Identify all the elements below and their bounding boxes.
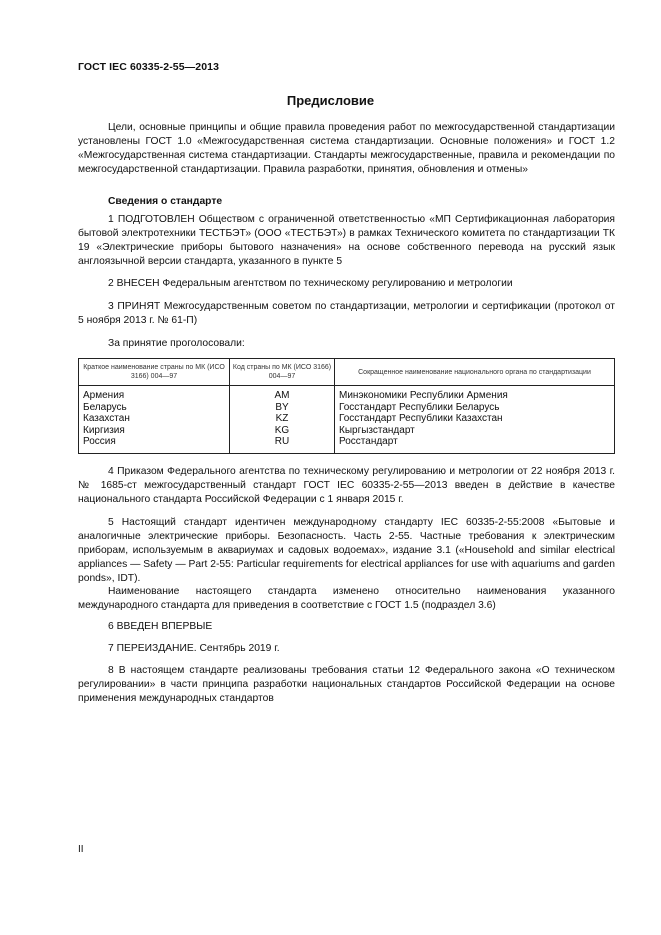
voted-label: За принятие проголосовали:	[108, 338, 245, 349]
item-3-paragraph: 3 ПРИНЯТ Межгосударственным советом по стандартизации, метрологии и сертификации (протокол от 5 ноября 2013 г. № 61-П)	[78, 301, 615, 326]
country-name: Киргизия	[83, 424, 125, 436]
country-code: KZ	[275, 413, 289, 424]
standards-body: Минэкономики Республики Армения	[339, 390, 508, 401]
intro-paragraph: Цели, основные принципы и общие правила проведения работ по межгосударственной стандартизации установлены ГОСТ 1.0 «Межгосударственная система стандартизации. Основные положения» и ГОСТ 1.2 «Межгосударственная система стандартизации. Стандарты межгосударственные, правила и рекомендации по межгосударственной стандартизации. Правила разработки, принятия, обновления и отмены»	[78, 122, 615, 175]
voting-table	[78, 358, 615, 454]
country-code: BY	[275, 401, 289, 413]
section-title: Сведения о стандарте	[108, 196, 223, 207]
table-header-country: Краткое наименование страны по МК (ИСО 3166) 004—97	[79, 359, 230, 386]
country-code: RU	[274, 436, 290, 447]
table-header-code: Код страны по МК (ИСО 3166) 004—97	[230, 359, 335, 386]
table-header-row	[79, 359, 615, 386]
country-name: Беларусь	[83, 401, 127, 413]
country-name: Казахстан	[83, 413, 130, 424]
item-8-paragraph: 8 В настоящем стандарте реализованы требования статьи 12 Федерального закона «О техническом регулировании» в части принципа разработки национальных стандартов Российской Федерации на основе применения международных стандартов	[78, 665, 615, 704]
item-6-paragraph: 6 ВВЕДЕН ВПЕРВЫЕ	[108, 621, 213, 632]
item-4-paragraph: 4 Приказом Федерального агентства по техническому регулированию и метрологии от 22 ноября 2013 г. № 1685-ст межгосударственный стандарт ГОСТ IEC 60335-2-55—2013 введен в действие в качестве национального стандарта Российской Федерации с 1 января 2015 г.	[78, 466, 615, 505]
item-7-paragraph: 7 ПЕРЕИЗДАНИЕ. Сентябрь 2019 г.	[108, 643, 280, 654]
table-row	[79, 386, 615, 454]
item-2-paragraph: 2 ВНЕСЕН Федеральным агентством по техническому регулированию и метрологии	[108, 278, 513, 289]
table-header-body: Сокращенное наименование национального органа по стандартизации	[335, 359, 615, 386]
country-code: KG	[274, 424, 290, 436]
item-1-paragraph: 1 ПОДГОТОВЛЕН Обществом с ограниченной ответственностью «МП Сертификационная лаборатория бытовой электротехники ТЕСТБЭТ» (ООО «ТЕСТБЭТ») в рамках Технического комитета по стандартизации ТК 19 «Электрические приборы бытового назначения» на основе собственного перевода на русский язык англоязычной версии стандарта, указанного в пункте 5	[78, 214, 615, 267]
item-5-paragraph: 5 Настоящий стандарт идентичен международному стандарту IEC 60335-2-55:2008 «Бытовые и аналогичные электрические приборы. Безопасность. Часть 2-55. Частные требования к электрическим приборам, используемым в аквариумах и садовых водоемах», издание 3.1 («Household and similar electrical appliances — Safety — Part 2-55: Particular requirements for electrical appliances for use with aquariums and garden ponds», IDT).	[78, 517, 615, 584]
standards-body: Кыргызстандарт	[339, 424, 415, 436]
standards-body: Госстандарт Республики Беларусь	[339, 401, 500, 413]
country-column	[79, 386, 230, 454]
document-header: ГОСТ IEC 60335-2-55—2013	[78, 61, 220, 73]
standards-body: Госстандарт Республики Казахстан	[339, 413, 503, 424]
page-number: II	[78, 844, 84, 855]
country-name: Россия	[83, 436, 116, 447]
code-column	[230, 386, 335, 454]
country-code: AM	[274, 390, 290, 401]
standards-body-column	[335, 386, 615, 454]
page-title: Предисловие	[286, 93, 375, 108]
standards-body: Росстандарт	[339, 436, 398, 447]
country-name: Армения	[83, 390, 125, 401]
item-5-note-paragraph: Наименование настоящего стандарта изменено относительно наименования указанного международного стандарта для приведения в соответствие с ГОСТ 1.5 (подраздел 3.6)	[78, 586, 615, 611]
